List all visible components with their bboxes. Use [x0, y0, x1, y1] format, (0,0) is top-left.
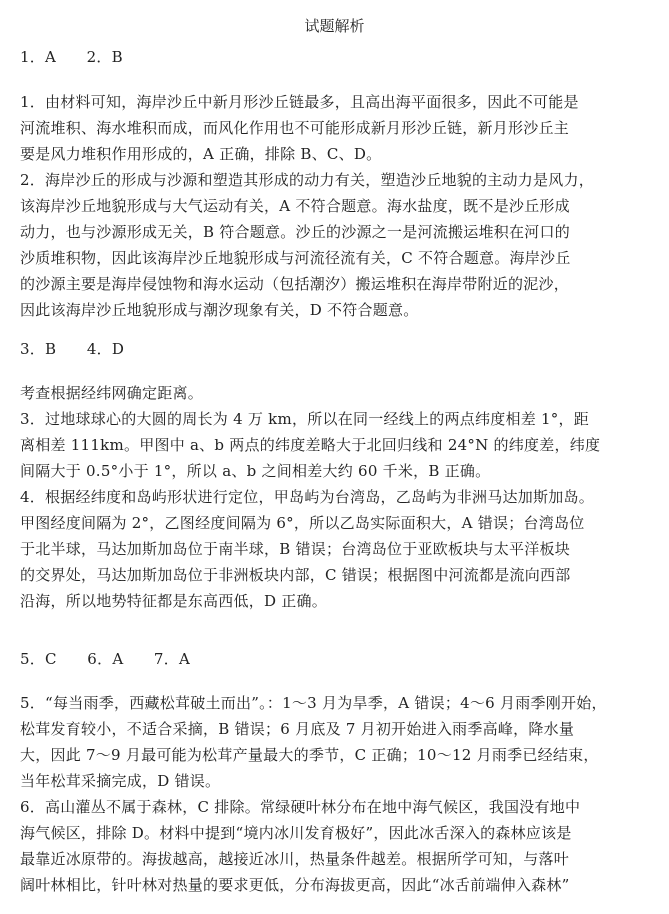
explanation-line: 动力，也与沙源形成无关，B 符合题意。沙丘的沙源之一是河流搬运堆积在河口的: [20, 223, 571, 241]
explanation-line: 沙质堆积物，因此该海岸沙丘地貌形成与河流径流有关，C 不符合题意。海岸沙丘: [20, 249, 571, 267]
page-title: 试题解析: [304, 17, 365, 35]
explanation-line: 最靠近冰原带的。海拔越高，越接近冰川，热量条件越差。根据所学可知，与落叶: [20, 850, 570, 868]
answer-line-1-2: 1．A 2．B: [20, 48, 123, 66]
explanation-line: 的交界处，马达加斯加岛位于非洲板块内部，C 错误；根据图中河流都是流向西部: [20, 566, 571, 584]
explanation-line: 当年松茸采摘完成，D 错误。: [20, 772, 221, 790]
explanation-line: 阔叶林相比，针叶林对热量的要求更低，分布海拔更高，因此“冰舌前端伸入森林”: [20, 876, 570, 894]
explanation-line: 沿海，所以地势特征都是东高西低，D 正确。: [20, 592, 328, 610]
explanation-line: 要是风力堆积作用形成的，A 正确，排除 B、C、D。: [20, 145, 382, 163]
explanation-line: 4．根据经纬度和岛屿形状进行定位，甲岛屿为台湾岛，乙岛屿为非洲马达加斯加岛。: [20, 488, 595, 506]
explanation-line: 离相差 111km。甲图中 a、b 两点的纬度差略大于北回归线和 24°N 的纬度差，纬度: [20, 436, 601, 454]
answer-line-3-4: 3．B 4．D: [20, 340, 125, 358]
explanation-line: 甲图经度间隔为 2°，乙图经度间隔为 6°，所以乙岛实际面积大，A 错误；台湾岛位: [20, 514, 585, 532]
explanation-line: 1．由材料可知，海岸沙丘中新月形沙丘链最多，且高出海平面很多，因此不可能是: [20, 93, 579, 111]
explanation-line: 考查根据经纬网确定距离。: [20, 384, 204, 402]
explanation-line: 2．海岸沙丘的形成与沙源和塑造其形成的动力有关，塑造沙丘地貌的主动力是风力，: [20, 171, 595, 189]
explanation-line: 5．“每当雨季，西藏松茸破土而出”。：1～3 月为旱季，A 错误；4～6 月雨季刚开始，: [20, 694, 607, 712]
explanation-line: 间隔大于 0.5°小于 1°，所以 a、b 之间相差大约 60 千米，B 正确。: [20, 462, 491, 480]
explanation-line: 松茸发育较小，不适合采摘，B 错误；6 月底及 7 月初开始进入雨季高峰，降水量: [20, 720, 575, 738]
explanation-line: 的沙源主要是海岸侵蚀物和海水运动（包括潮汐）搬运堆积在海岸带附近的泥沙，: [20, 275, 570, 293]
explanation-line: 该海岸沙丘地貌形成与大气运动有关，A 不符合题意。海水盐度，既不是沙丘形成: [20, 197, 570, 215]
explanation-line: 海气候区，排除 D。材料中提到“境内冰川发育极好”，因此冰舌深入的森林应该是: [20, 824, 572, 842]
explanation-line: 3．过地球球心的大圆的周长为 4 万 km，所以在同一经线上的两点纬度相差 1°，距: [20, 410, 590, 428]
explanation-line: 因此该海岸沙丘地貌形成与潮汐现象有关，D 不符合题意。: [20, 301, 419, 319]
explanation-line: 于北半球，马达加斯加岛位于南半球，B 错误；台湾岛位于亚欧板块与太平洋板块: [20, 540, 571, 558]
explanation-line: 6．高山灌丛不属于森林，C 排除。常绿硬叶林分布在地中海气候区，我国没有地中: [20, 798, 581, 816]
explanation-line: 大，因此 7～9 月最可能为松茸产量最大的季节，C 正确；10～12 月雨季已经结束，: [20, 746, 599, 764]
answer-line-5-7: 5．C 6．A 7．A: [20, 650, 191, 668]
explanation-line: 河流堆积、海水堆积而成，而风化作用也不可能形成新月形沙丘链，新月形沙丘主: [20, 119, 570, 137]
